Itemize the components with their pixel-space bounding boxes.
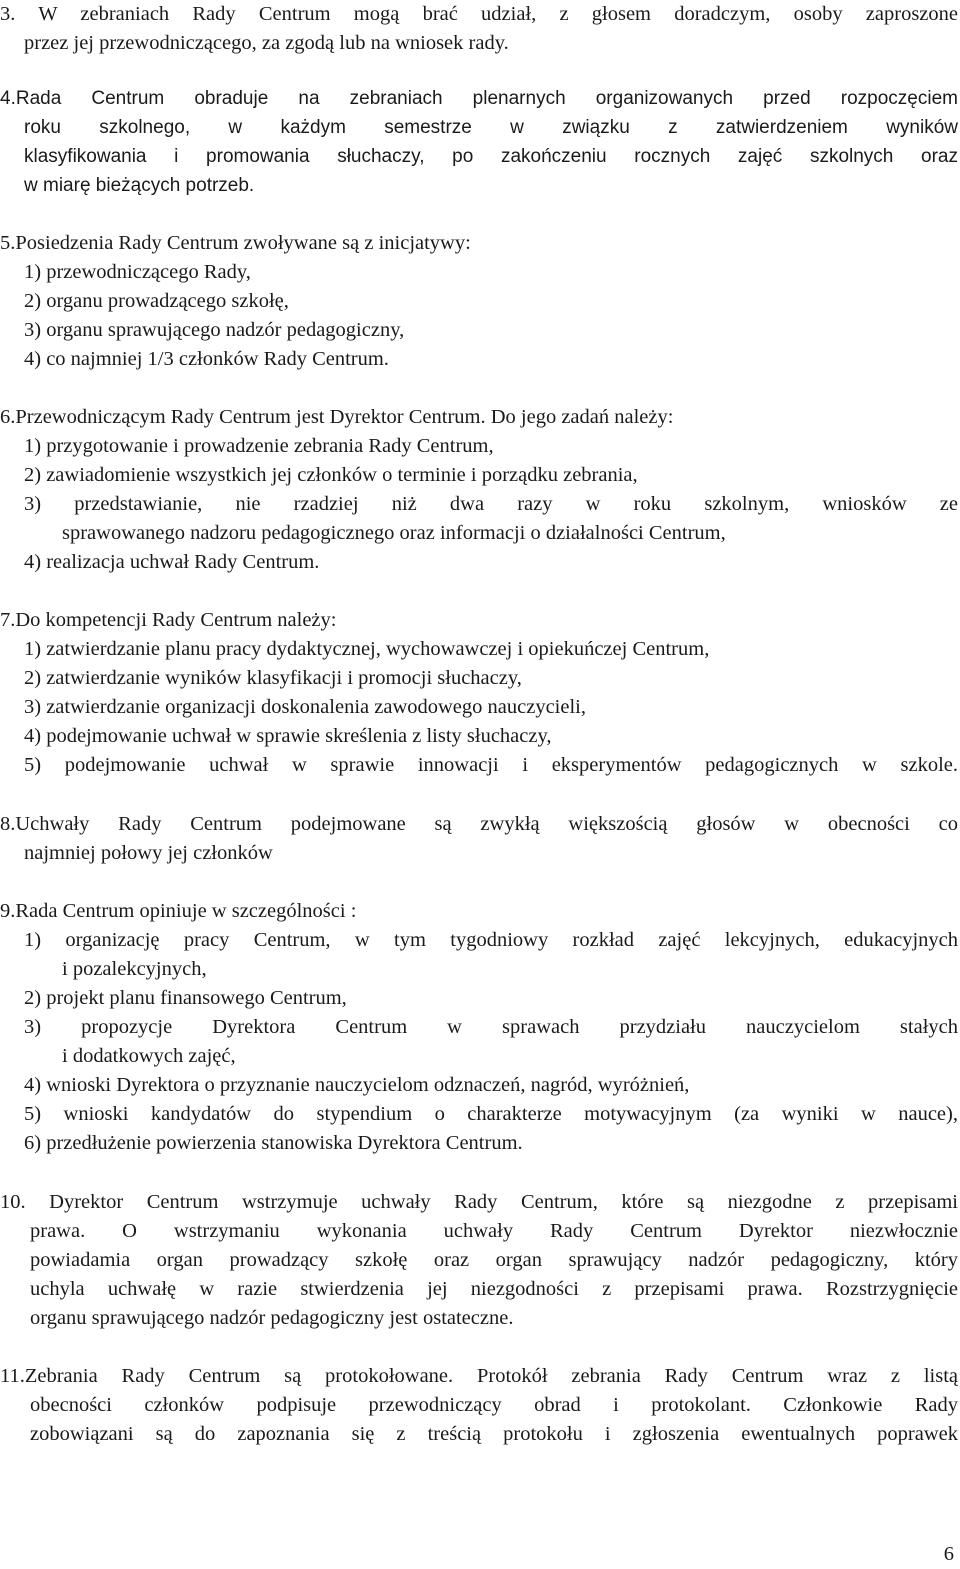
list-item: 3) propozycje Dyrektora Centrum w sprawach przydziału nauczycielom stałych: [24, 1016, 958, 1038]
text-line: prawa. O wstrzymaniu wykonania uchwały Rady Centrum Dyrektor niezwłocznie: [30, 1220, 958, 1242]
list-item: 2) zatwierdzanie wyników klasyfikacji i promocji słuchaczy,: [24, 667, 522, 689]
text-line: powiadamia organ prowadzący szkołę oraz organ sprawujący nadzór pedagogiczny, który: [30, 1249, 958, 1271]
list-item: 4) realizacja uchwał Rady Centrum.: [24, 551, 320, 573]
list-item: 3) przedstawianie, nie rzadziej niż dwa razy w roku szkolnym, wniosków ze: [24, 493, 958, 515]
text-line: 6.Przewodniczącym Rady Centrum jest Dyrektor Centrum. Do jego zadań należy:: [0, 406, 674, 428]
text-line: 9.Rada Centrum opiniuje w szczególności :: [0, 900, 357, 922]
text-line: przez jej przewodniczącego, za zgodą lub na wniosek rady.: [24, 32, 509, 54]
paragraph-7: [0, 606, 958, 780]
paragraph-10: [0, 1188, 958, 1333]
paragraph-5: [0, 229, 958, 374]
list-item: 4) podejmowanie uchwał w sprawie skreślenia z listy słuchaczy,: [24, 725, 552, 747]
list-item: 1) zatwierdzanie planu pracy dydaktycznej, wychowawczej i opiekuńczej Centrum,: [24, 638, 710, 660]
text-line: i dodatkowych zajęć,: [62, 1045, 236, 1067]
list-item: 5) podejmowanie uchwał w sprawie innowacji i eksperymentów pedagogicznych w szkole.: [24, 754, 958, 776]
text-line: 7.Do kompetencji Rady Centrum należy:: [0, 609, 337, 631]
text-line: 11.Zebrania Rady Centrum są protokołowane. Protokół zebrania Rady Centrum wraz z listą: [0, 1365, 958, 1387]
text-line: obecności członków podpisuje przewodniczący obrad i protokolant. Członkowie Rady: [30, 1394, 958, 1416]
text-line: roku szkolnego, w każdym semestrze w związku z zatwierdzeniem wyników: [24, 117, 958, 138]
list-item: 3) organu sprawującego nadzór pedagogiczny,: [24, 319, 405, 341]
text-line: organu sprawującego nadzór pedagogiczny jest ostateczne.: [30, 1307, 514, 1329]
list-item: 2) projekt planu finansowego Centrum,: [24, 987, 347, 1009]
text-line: 3. W zebraniach Rady Centrum mogą brać udział, z głosem doradczym, osoby zaproszone: [0, 3, 958, 25]
page-number: 6: [943, 1543, 954, 1565]
paragraph-9: [0, 897, 958, 1158]
text-line: 4.Rada Centrum obraduje na zebraniach plenarnych organizowanych przed rozpoczęciem: [0, 88, 958, 109]
paragraph-6: [0, 403, 958, 577]
list-item: 5) wnioski kandydatów do stypendium o charakterze motywacyjnym (za wyniki w nauce),: [24, 1103, 958, 1125]
text-line: sprawowanego nadzoru pedagogicznego oraz informacji o działalności Centrum,: [62, 522, 726, 544]
list-item: 4) co najmniej 1/3 członków Rady Centrum.: [24, 348, 389, 370]
list-item: 2) zawiadomienie wszystkich jej członków o terminie i porządku zebrania,: [24, 464, 638, 486]
text-line: 8.Uchwały Rady Centrum podejmowane są zwykłą większością głosów w obecności co: [0, 813, 958, 835]
list-item: 4) wnioski Dyrektora o przyznanie nauczycielom odznaczeń, nagród, wyróżnień,: [24, 1074, 690, 1096]
list-item: 6) przedłużenie powierzenia stanowiska Dyrektora Centrum.: [24, 1132, 523, 1154]
text-line: i pozalekcyjnych,: [62, 958, 207, 980]
list-item: 1) przygotowanie i prowadzenie zebrania Rady Centrum,: [24, 435, 494, 457]
list-item: 1) organizację pracy Centrum, w tym tygodniowy rozkład zajęć lekcyjnych, edukacyjnych: [24, 929, 958, 951]
list-item: 3) zatwierdzanie organizacji doskonalenia zawodowego nauczycieli,: [24, 696, 586, 718]
text-line: klasyfikowania i promowania słuchaczy, po zakończeniu rocznych zajęć szkolnych oraz: [24, 146, 958, 167]
list-item: 1) przewodniczącego Rady,: [24, 261, 251, 283]
paragraph-3: [0, 0, 958, 58]
paragraph-11: [0, 1362, 958, 1449]
text-line: w miarę bieżących potrzeb.: [24, 175, 255, 196]
list-item: 2) organu prowadzącego szkołę,: [24, 290, 289, 312]
text-line: 5.Posiedzenia Rady Centrum zwoływane są z inicjatywy:: [0, 232, 471, 254]
paragraph-4: [0, 84, 958, 200]
text-line: najmniej połowy jej członków: [24, 842, 273, 864]
text-line: 10. Dyrektor Centrum wstrzymuje uchwały Rady Centrum, które są niezgodne z przepisami: [0, 1191, 958, 1213]
text-line: zobowiązani są do zapoznania się z treścią protokołu i zgłoszenia ewentualnych poprawek: [30, 1423, 958, 1445]
text-line: uchyla uchwałę w razie stwierdzenia jej niezgodności z przepisami prawa. Rozstrzygnięcie: [30, 1278, 958, 1300]
paragraph-8: [0, 810, 958, 868]
